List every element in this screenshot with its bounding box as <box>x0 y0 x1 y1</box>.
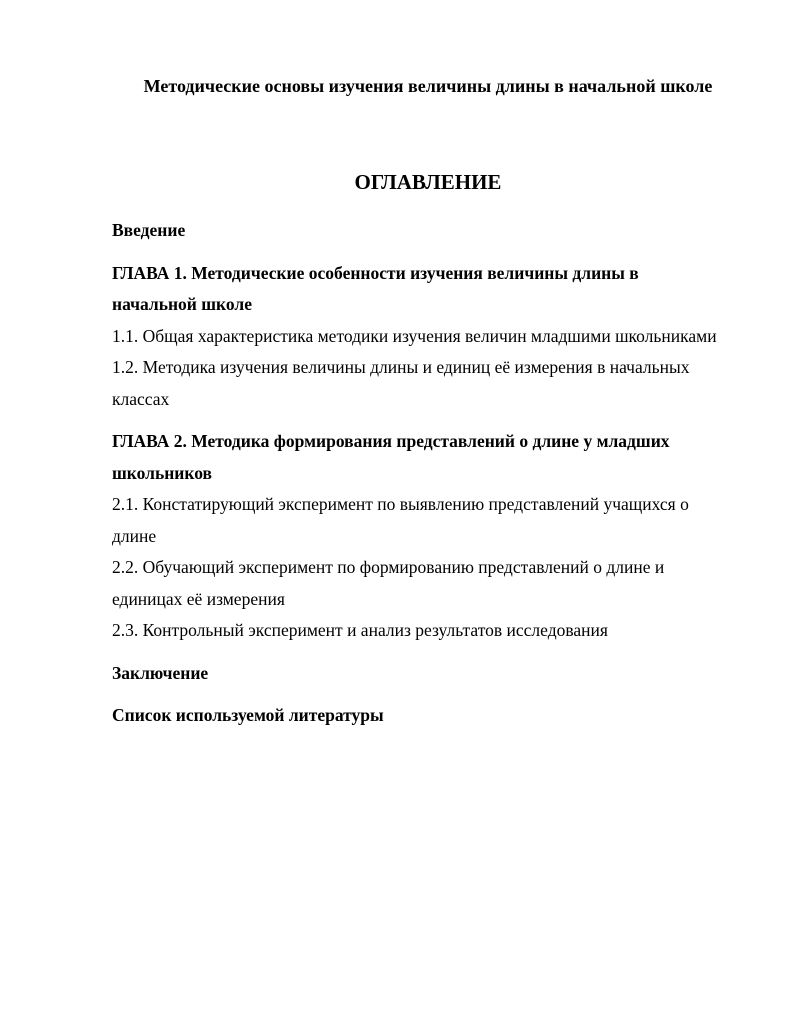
toc-entry-conclusion: Заключение <box>112 662 209 683</box>
toc-entry-section-2-3: 2.3. Контрольный эксперимент и анализ результатов исследования <box>112 620 608 640</box>
document-title: Методические основы изучения величины длины в начальной школе <box>143 76 713 96</box>
toc-entry-chapter-2: ГЛАВА 2. Методика формирования представлений о длине у младших школьников <box>112 431 670 483</box>
toc-entry-section-2-1: 2.1. Констатирующий эксперимент по выявлению представлений учащихся о длине <box>112 494 689 546</box>
table-of-contents <box>112 215 724 732</box>
toc-entry-bibliography: Список используемой литературы <box>112 705 384 725</box>
toc-entry-introduction: Введение <box>112 220 186 240</box>
toc-entry-section-2-2: 2.2. Обучающий эксперимент по формированию представлений о длине и единицах её измерения <box>112 557 665 609</box>
toc-entry-section-1-2: 1.2. Методика изучения величины длины и единиц её измерения в начальных классах <box>112 357 690 409</box>
toc-heading: ОГЛАВЛЕНИЕ <box>354 170 502 194</box>
toc-entry-section-1-1: 1.1. Общая характеристика методики изучения величин младшими школьниками <box>112 325 717 346</box>
toc-entry-chapter-1: ГЛАВА 1. Методические особенности изучения величины длины в начальной школе <box>112 262 639 314</box>
